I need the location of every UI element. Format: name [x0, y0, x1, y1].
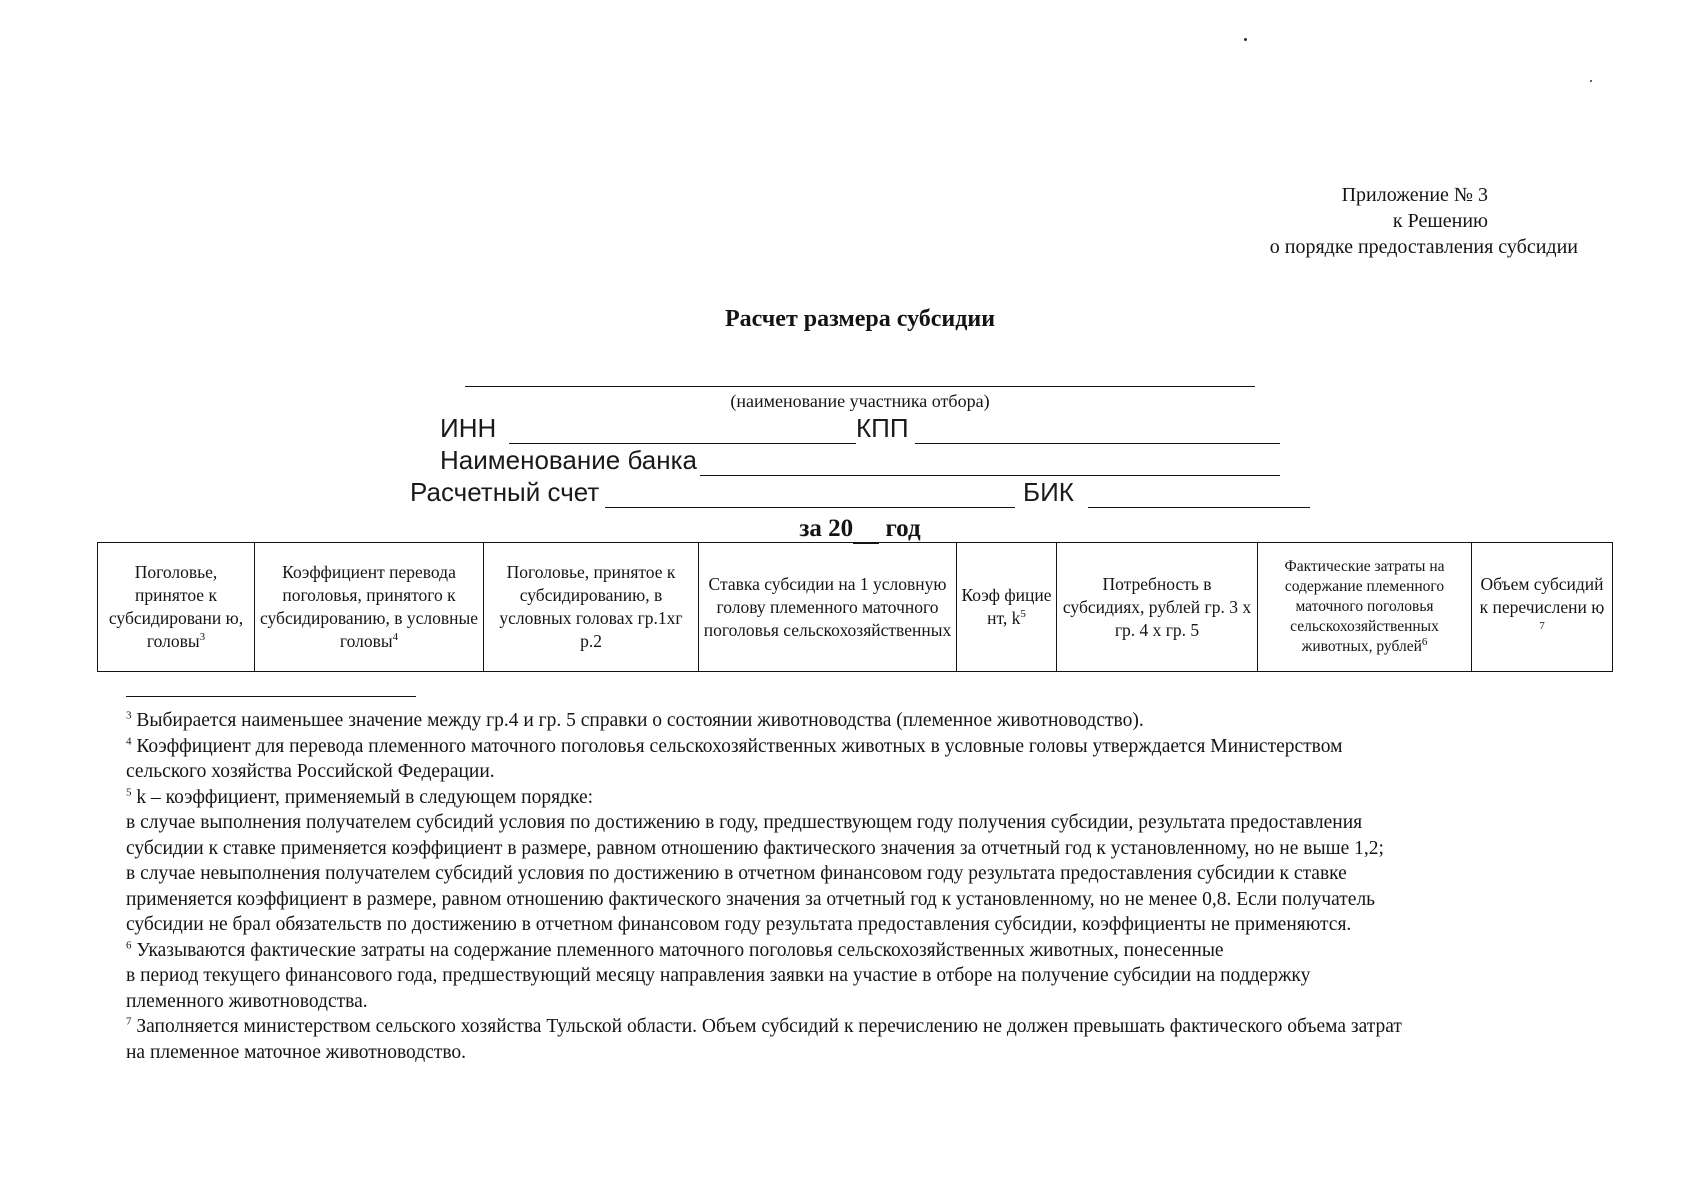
account-label: Расчетный счет	[410, 477, 600, 507]
column-header: Коэффициент перевода поголовья, принятого к субсидированию, в условные головы$^4$	[255, 543, 484, 672]
scan-speck	[1244, 38, 1247, 41]
footnote-line: в случае невыполнения получателем субсидий условия по достижению в отчетном финансовом году результата предоставления субсидии к ставке	[126, 863, 1347, 884]
column-header: Потребность в субсидиях, рублей гр. 3 х гр. 4 х гр. 5	[1057, 543, 1258, 672]
appendix-line-2: к Решению	[1392, 210, 1488, 232]
kpp-field[interactable]	[915, 443, 1280, 444]
table-header-row	[98, 543, 1613, 672]
footnote-separator	[126, 696, 416, 697]
participant-name-field[interactable]	[465, 386, 1255, 387]
participant-caption: (наименование участника отбора)	[730, 391, 990, 411]
appendix-line-3: о порядке предоставления субсидии	[1269, 236, 1578, 258]
year-prefix: за 20	[799, 515, 854, 542]
bik-label: БИК	[1023, 477, 1074, 507]
footnote-line: в случае выполнения получателем субсидий условия по достижению в году, предшествующем году получения субсидии, результата предоставления	[126, 812, 1363, 833]
kpp-label: КПП	[856, 413, 909, 443]
inn-label: ИНН	[440, 413, 497, 443]
year-suffix: год	[885, 515, 921, 542]
appendix-line-1: Приложение № 3	[1341, 184, 1488, 206]
footnote-line: сельского хозяйства Российской Федерации.	[126, 761, 495, 782]
footnote-line: субсидии не брал обязательств по достижению в отчетном финансовом году результата предоставления субсидии, коэффициенты не применяются.	[126, 914, 1352, 935]
footnotes	[126, 708, 1626, 1065]
footnote-line: на племенное маточное животноводство.	[126, 1041, 467, 1063]
footnote-line: $^6$ Указываются фактические затраты на содержание племенного маточного поголовья сельскохозяйственных животных, понесенные	[126, 939, 1224, 961]
footnote-line: $^5$ k – коэффициент, применяемый в следующем порядке:	[126, 786, 594, 808]
column-header: Коэф фицие нт, $k^5$	[957, 543, 1057, 672]
appendix-block	[1270, 182, 1578, 260]
footnote-line: субсидии к ставке применяется коэффициент в размере, равном отношению фактического значения за отчетный год к установленному, но не выше 1,2;	[126, 837, 1384, 859]
year-line	[0, 515, 1693, 544]
calculation-table	[97, 542, 1613, 672]
column-header: Поголовье, принятое к субсидировани ю, головы$^3$	[98, 543, 255, 672]
column-header: Объем субсидий к перечислени ю $^7$	[1472, 543, 1613, 672]
footnote-line: племенного животноводства.	[126, 990, 368, 1012]
footnote-line: $^4$ Коэффициент для перевода племенного маточного поголовья сельскохозяйственных животных в условные головы утверждается Министерством	[126, 735, 1343, 757]
footnote-line: $^7$ Заполняется министерством сельского хозяйства Тульской области. Объем субсидий к перечислению не должен превышать фактического объема затрат	[126, 1015, 1402, 1037]
column-header: Фактические затраты на содержание племенного маточного поголовья сельскохозяйственных животных, рублей$^6$	[1258, 543, 1472, 672]
inn-field[interactable]	[509, 443, 856, 444]
column-header: Поголовье, принятое к субсидированию, в условных головах гр.1хг р.2	[484, 543, 699, 672]
bik-field[interactable]	[1088, 507, 1310, 508]
document-title: Расчет размера субсидии	[724, 306, 996, 332]
bank-label: Наименование банка	[440, 445, 697, 475]
footnote-line: $^3$ Выбирается наименьшее значение между гр.4 и гр. 5 справки о состоянии животноводства (племенное животноводство).	[126, 709, 1144, 731]
account-field[interactable]	[605, 507, 1015, 508]
footnote-line: в период текущего финансового года, предшествующий месяцу направления заявки на участие в отборе на получение субсидии на поддержку	[126, 965, 1311, 986]
scan-speck	[1590, 80, 1592, 82]
year-blank-field[interactable]	[853, 515, 879, 544]
footnote-line: применяется коэффициент в размере, равном отношению фактического значения за отчетный год к установленному, но не менее 0,8. Если получатель	[126, 888, 1376, 910]
bank-field[interactable]	[700, 475, 1280, 476]
column-header: Ставка субсидии на 1 условную голову племенного маточного поголовья сельскохозяйственных	[699, 543, 957, 672]
